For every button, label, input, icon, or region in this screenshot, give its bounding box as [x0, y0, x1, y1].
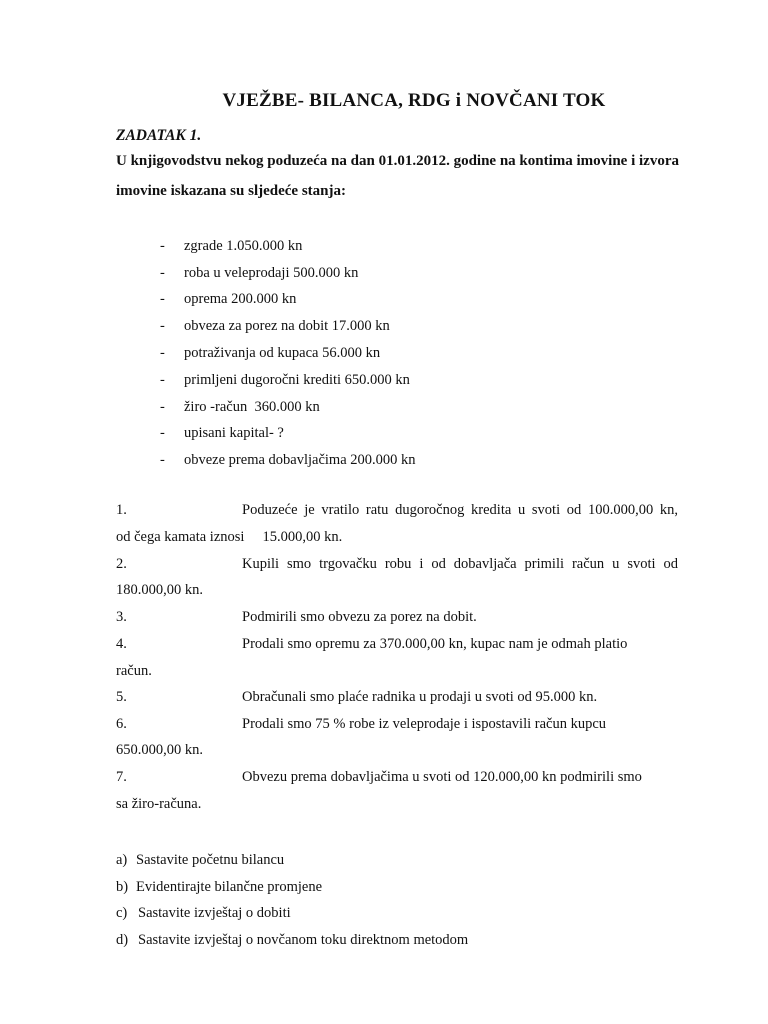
document-title: VJEŽBE- BILANCA, RDG i NOVČANI TOK — [222, 90, 606, 111]
question-text: Sastavite početnu bilancu — [136, 851, 285, 868]
balance-item-text: oprema 200.000 kn — [184, 291, 297, 308]
bullet-dash: - — [160, 291, 165, 308]
balance-item — [160, 313, 416, 340]
bullet-dash: - — [160, 264, 165, 281]
transaction-text: Obračunali smo plaće radnika u prodaji u svoti od 95.000 kn. — [242, 689, 598, 705]
balance-item-text: žiro -račun 360.000 kn — [184, 398, 320, 415]
question-item — [116, 874, 468, 901]
balance-list — [160, 233, 416, 474]
bullet-dash: - — [160, 452, 165, 469]
balance-item — [160, 287, 416, 314]
intro-line-2: imovine iskazana su sljedeće stanja: — [116, 183, 346, 199]
balance-item — [160, 260, 416, 287]
balance-item — [160, 233, 416, 260]
question-item — [116, 901, 468, 928]
transaction-text: Prodali smo 75 % robe iz veleprodaje i ispostavili račun kupcu — [242, 716, 607, 732]
intro-line-1: U knjigovodstvu nekog poduzeća na dan 01.01.2012. godine na kontima imovine i izvora — [116, 153, 679, 169]
transaction-number: 6. — [116, 716, 127, 732]
question-text: Sastavite izvještaj o novčanom toku direktnom metodom — [138, 932, 469, 949]
transaction-continuation: 180.000,00 kn. — [116, 582, 203, 598]
balance-item — [160, 340, 416, 367]
balance-item-text: potraživanja od kupaca 56.000 kn — [184, 345, 381, 362]
question-label: c) — [116, 905, 128, 922]
transaction-text: Prodali smo opremu za 370.000,00 kn, kupac nam je odmah platio — [242, 636, 628, 652]
balance-item-text: upisani kapital- ? — [184, 425, 284, 442]
transaction-continuation: od čega kamata iznosi 15.000,00 kn. — [116, 529, 343, 545]
transaction-text: Kupili smo trgovačku robu i od dobavljača primili račun u svoti od — [242, 556, 678, 572]
balance-item — [160, 367, 416, 394]
transaction-number: 7. — [116, 769, 127, 785]
bullet-dash: - — [160, 345, 165, 362]
question-label: a) — [116, 851, 128, 868]
balance-item-text: zgrade 1.050.000 kn — [184, 237, 303, 254]
transaction-continuation: sa žiro-računa. — [116, 796, 202, 812]
question-text: Sastavite izvještaj o dobiti — [138, 905, 291, 922]
bullet-dash: - — [160, 425, 165, 442]
balance-item-text: primljeni dugoročni krediti 650.000 kn — [184, 371, 410, 388]
transaction-number: 3. — [116, 609, 127, 625]
question-list — [116, 847, 468, 954]
transaction-text: Obvezu prema dobavljačima u svoti od 120.000,00 kn podmirili smo — [242, 769, 642, 785]
question-item — [116, 927, 468, 954]
question-label: b) — [116, 878, 129, 895]
transaction-text: Podmirili smo obvezu za porez na dobit. — [242, 609, 477, 625]
transaction-number: 5. — [116, 689, 127, 705]
bullet-dash: - — [160, 398, 165, 415]
question-text: Evidentirajte bilančne promjene — [136, 878, 323, 895]
bullet-dash: - — [160, 318, 165, 335]
bullet-dash: - — [160, 371, 165, 388]
transaction-continuation: račun. — [116, 663, 152, 679]
balance-item-text: obveza za porez na dobit 17.000 kn — [184, 318, 390, 335]
transaction-number: 2. — [116, 556, 127, 572]
transaction-continuation: 650.000,00 kn. — [116, 742, 203, 758]
bullet-dash: - — [160, 237, 165, 254]
transaction-text: Poduzeće je vratilo ratu dugoročnog kredita u svoti od 100.000,00 kn, — [242, 502, 678, 518]
question-item — [116, 847, 468, 874]
task-heading: ZADATAK 1. — [116, 127, 202, 144]
balance-item — [160, 421, 416, 448]
balance-item — [160, 447, 416, 474]
balance-item-text: roba u veleprodaji 500.000 kn — [184, 264, 359, 281]
balance-item — [160, 394, 416, 421]
transaction-number: 4. — [116, 636, 127, 652]
transaction-number: 1. — [116, 502, 127, 518]
question-label: d) — [116, 932, 129, 949]
balance-item-text: obveze prema dobavljačima 200.000 kn — [184, 452, 416, 469]
